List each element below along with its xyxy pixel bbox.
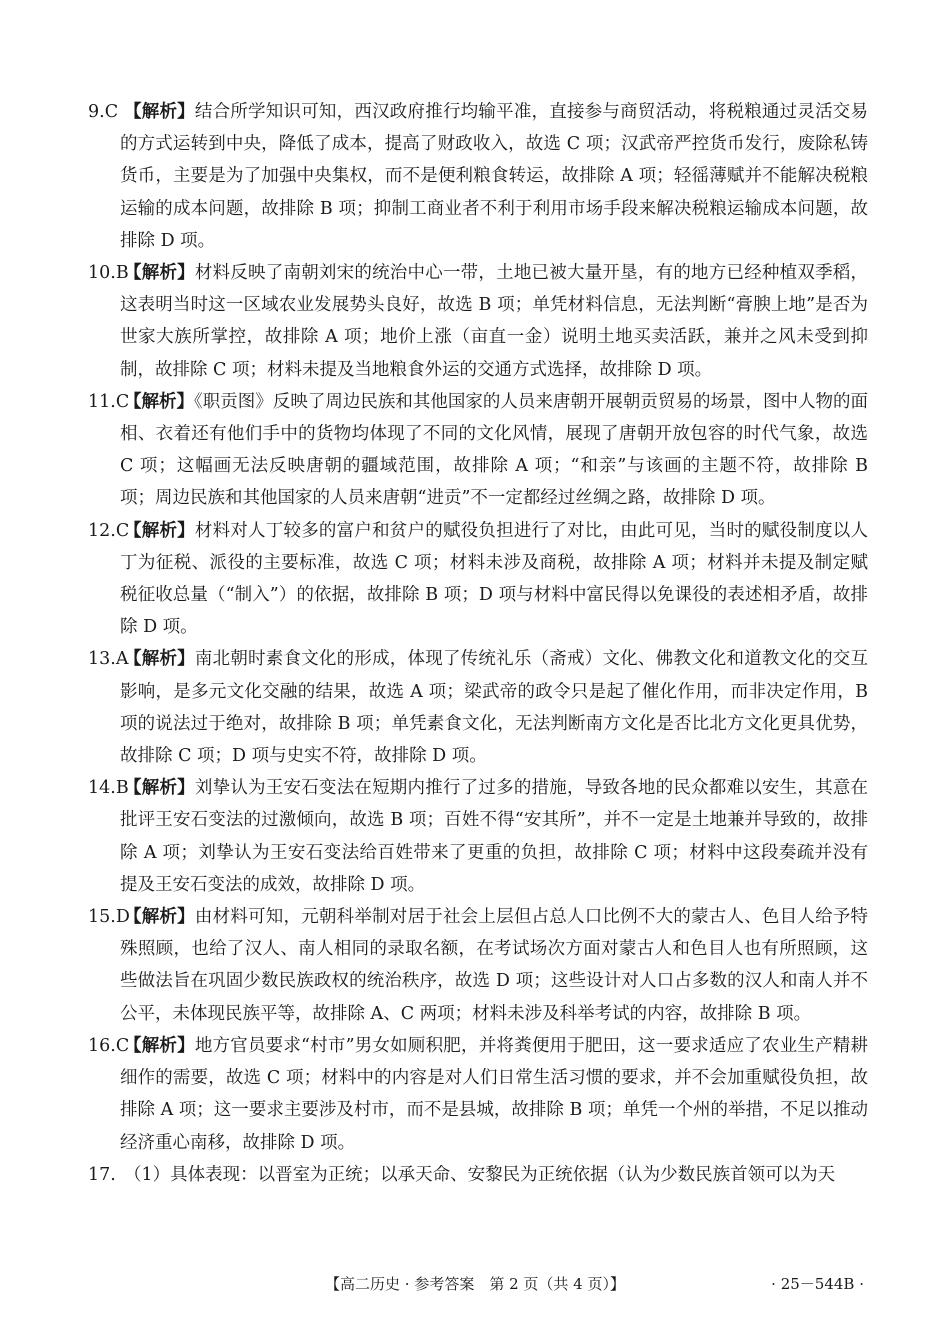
analysis-text: 南北朝时素食文化的形成，体现了传统礼乐（斋戒）文化、佛教文化和道教文化的交互影响，是多元文化交融的结果，故选 A 项；梁武帝的政令只是起了催化作用，而非决定作用，B 项的说法过于绝对，故排除 B 项；单凭素食文化，无法判断南方文化是否比北方文化更具优势，故排除 C 项；D 项与史实不符，故排除 D 项。	[120, 649, 869, 767]
analysis-text: 地方官员要求“村市”男女如厕积肥，并将粪便用于肥田，这一要求适应了农业生产精耕细作的需要，故选 C 项；材料中的内容是对人们日常生活习惯的要求，并不会加重赋役负担，故排除 A 项；这一要求主要涉及村市，而不是县城，故排除 B 项；单凭一个州的举措，不足以推动经济重心南移，故排除 D 项。	[120, 1035, 869, 1153]
analysis-tag: 【解析】	[124, 1035, 195, 1056]
item-number: 16.C	[88, 1035, 130, 1056]
footer-doc-code: · 25－544B ·	[771, 1275, 864, 1293]
analysis-tag: 【解析】	[124, 907, 195, 928]
analysis-text: 材料反映了南朝刘宋的统治中心一带，土地已被大量开垦，有的地方已经种植双季稻，这表明当时这一区域农业发展势头良好，故选 B 项；单凭材料信息，无法判断“膏腴上地”是否为世家大族所掌控，故排除 A 项；地价上涨（亩直一金）说明土地买卖活跃，兼并之风未受到抑制，故排除 C 项；材料未提及当地粮食外运的交通方式选择，故排除 D 项。	[120, 263, 869, 380]
analysis-tag: 【解析】	[124, 391, 195, 412]
analysis-tag: 【解析】	[124, 102, 195, 122]
answer-item-9	[88, 96, 868, 257]
analysis-text: （1）具体表现：以晋室为正统；以承天命、安黎民为正统依据（认为少数民族首领可以为天	[124, 1164, 836, 1185]
analysis-tag: 【解析】	[124, 778, 195, 799]
answer-item-12	[88, 515, 868, 644]
analysis-text: 材料对人丁较多的富户和贫户的赋役负担进行了对比，由此可见，当时的赋役制度以人丁为征税、派役的主要标准，故选 C 项；材料未涉及商税，故排除 A 项；材料并未提及制定赋税征收总量（“制入”）的依据，故排除 B 项；D 项与材料中富民得以免课役的表述相矛盾，故排除 D 项。	[120, 520, 869, 638]
answer-list	[88, 96, 868, 1191]
analysis-text: 由材料可知，元朝科举制对居于社会上层但占总人口比例不大的蒙古人、色目人给予特殊照顾，也给了汉人、南人相同的录取名额，在考试场次方面对蒙古人和色目人也有所照顾，这些做法旨在巩固少数民族政权的统治秩序，故选 D 项；这些设计对人口占多数的汉人和南人并不公平，未体现民族平等，故排除 A、C 两项；材料未涉及科举考试的内容，故排除 B 项。	[120, 907, 869, 1024]
item-number: 14.B	[88, 778, 129, 799]
answer-item-11	[88, 386, 868, 515]
answer-item-14	[88, 772, 868, 901]
item-number: 15.D	[88, 907, 130, 928]
answer-item-10	[88, 257, 868, 386]
item-number: 13.A	[88, 649, 129, 670]
item-number: 17.	[88, 1164, 116, 1185]
analysis-tag: 【解析】	[124, 263, 195, 284]
analysis-tag: 【解析】	[124, 520, 195, 541]
analysis-text: 刘挚认为王安石变法在短期内推行了过多的措施，导致各地的民众都难以安生，其意在批评王安石变法的过激倾向，故选 B 项；百姓不得“安其所”，并不一定是土地兼并导致的，故排除 A 项；刘挚认为王安石变法给百姓带来了更重的负担，故排除 C 项；材料中这段奏疏并没有提及王安石变法的成效，故排除 D 项。	[120, 778, 869, 895]
item-number: 10.B	[88, 263, 129, 284]
answer-item-17	[88, 1159, 868, 1191]
answer-item-16	[88, 1030, 868, 1159]
answer-item-15	[88, 901, 868, 1030]
footer-page-info: 【高二历史 · 参考答案 第 2 页（共 4 页）】	[325, 1275, 625, 1293]
item-number: 9.C	[88, 102, 119, 122]
item-number: 12.C	[88, 520, 130, 541]
analysis-text: 《职贡图》反映了周边民族和其他国家的人员来唐朝开展朝贡贸易的场景，图中人物的面相、衣着还有他们手中的货物均体现了不同的文化风情，展现了唐朝开放包容的时代气象，故选 C 项；这幅画无法反映唐朝的疆域范围，故排除 A 项；“和亲”与该画的主题不符，故排除 B 项；周边民族和其他国家的人员来唐朝“进贡”不一定都经过丝绸之路，故排除 D 项。	[120, 391, 869, 509]
answer-item-13	[88, 643, 868, 772]
item-number: 11.C	[88, 391, 130, 412]
analysis-text: 结合所学知识可知，西汉政府推行均输平准，直接参与商贸活动，将税粮通过灵活交易的方式运转到中央，降低了成本，提高了财政收入，故选 C 项；汉武帝严控货币发行，废除私铸货币，主要是为了加强中央集权，而不是便利粮食转运，故排除 A 项；轻徭薄赋并不能解决税粮运输的成本问题，故排除 B 项；抑制工商业者不利于利用市场手段来解决税粮运输成本问题，故排除 D 项。	[120, 102, 869, 251]
analysis-tag: 【解析】	[124, 649, 195, 670]
